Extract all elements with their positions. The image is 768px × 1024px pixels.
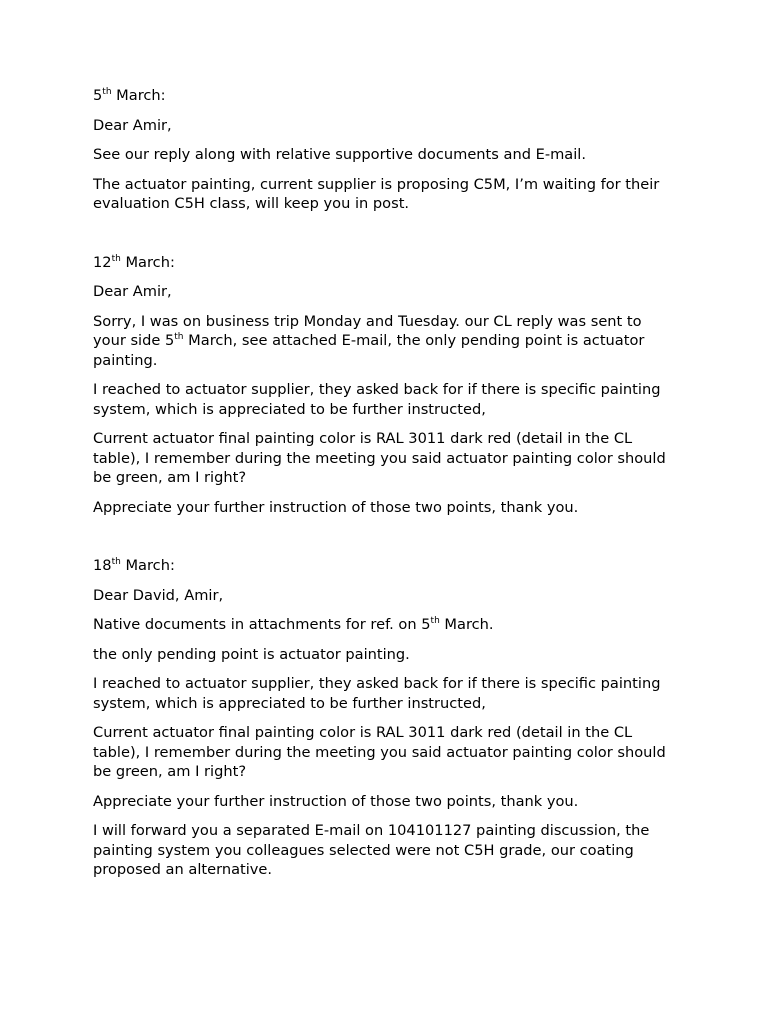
ordinal-suffix: th: [430, 616, 440, 626]
paragraph: Appreciate your further instruction of those two points, thank you.: [93, 498, 579, 516]
paragraph: The actuator painting, current supplier is proposing C5M, I’m waiting for their evaluation C5H class, will keep you in post.: [93, 175, 660, 212]
paragraph: [93, 312, 673, 371]
date-heading-18-march: [93, 556, 673, 576]
paragraph: I reached to actuator supplier, they asked back for if there is specific painting system, which is appreciated to be further instructed,: [93, 381, 661, 418]
date-ordinal-suffix: th: [111, 253, 121, 264]
date-month: March:: [120, 557, 175, 574]
date-heading-5-march: [93, 86, 673, 106]
date-number: 5: [93, 87, 103, 104]
date-ordinal-suffix: th: [111, 557, 121, 567]
paragraph: See our reply along with relative supportive documents and E-mail.: [93, 146, 586, 163]
date-number: 12: [93, 253, 112, 271]
paragraph: Current actuator final painting color is RAL 3011 dark red (detail in the CL table), I remember during the meeting you said actuator painting color should be green, am I right?: [93, 724, 666, 780]
paragraph: the only pending point is actuator painting.: [93, 645, 410, 663]
paragraph-text: March, see attached E-mail, the only pending point is actuator painting.: [93, 332, 645, 369]
paragraph-text: Sorry, I was on business trip Monday and Tuesday. our CL reply was sent to your side 5: [93, 312, 642, 349]
document-body: [93, 86, 673, 890]
date-month: March:: [111, 87, 166, 104]
paragraph: I reached to actuator supplier, they asked back for if there is specific painting system, which is appreciated to be further instructed,: [93, 675, 661, 712]
date-number: 18: [93, 557, 112, 574]
paragraph: Current actuator final painting color is RAL 3011 dark red (detail in the CL table), I remember during the meeting you said actuator painting color should be green, am I right?: [93, 430, 666, 486]
paragraph-text: Native documents in attachments for ref. on 5: [93, 616, 431, 633]
section-spacer: [93, 224, 673, 253]
date-ordinal-suffix: th: [102, 87, 112, 97]
greeting: Dear David, Amir,: [93, 586, 224, 604]
date-heading-12-march: [93, 253, 673, 273]
date-month: March:: [120, 253, 175, 271]
ordinal-suffix: th: [174, 332, 184, 342]
paragraph: I will forward you a separated E-mail on 104101127 painting discussion, the painting system you colleagues selected were not C5H grade, our coating proposed an alternative.: [93, 822, 650, 878]
paragraph-text: March.: [439, 616, 494, 633]
paragraph: [93, 615, 673, 635]
greeting: Dear Amir,: [93, 116, 172, 134]
section-spacer: [93, 527, 673, 556]
greeting: Dear Amir,: [93, 283, 172, 300]
paragraph: Appreciate your further instruction of those two points, thank you.: [93, 792, 579, 810]
